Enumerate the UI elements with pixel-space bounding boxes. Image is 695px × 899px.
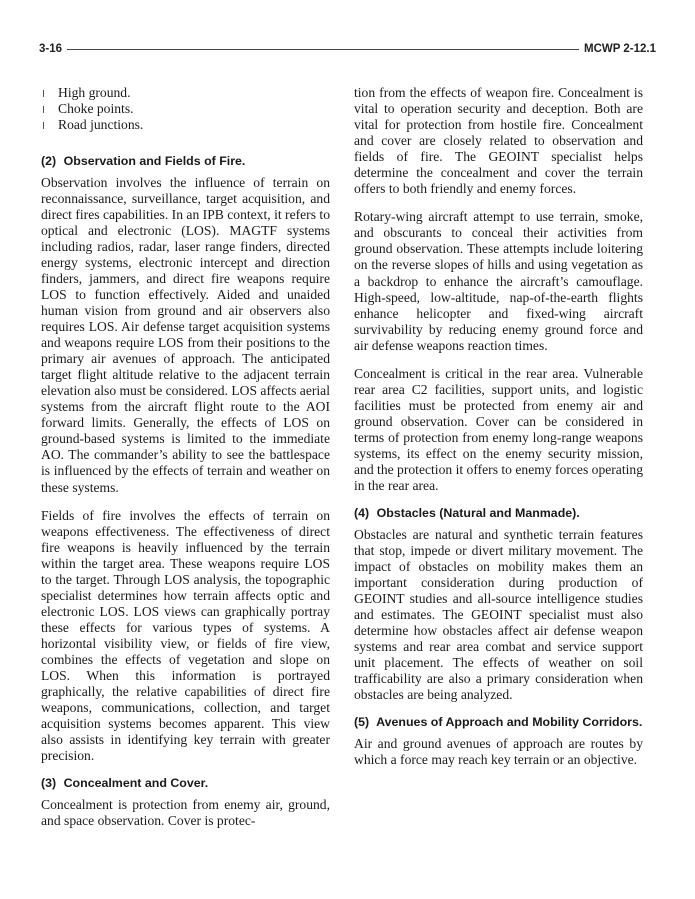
paragraph: tion from the effects of weapon fire. Concealment is vital to operation security and deception. Both are vital for protection from hostile fire. Concealment and cover are closely related to observation and fields of fire. The GEOINT specialist helps determine the concealment and cover the terrain offers to both friendly and enemy forces. [354, 85, 643, 197]
right-column [354, 85, 643, 780]
page-number: 3-16 [39, 43, 63, 55]
list-item: Choke points. [41, 101, 330, 117]
list-item: Road junctions. [41, 117, 330, 133]
publication-id: MCWP 2-12.1 [583, 43, 656, 55]
paragraph: Observation involves the influence of terrain on reconnaissance, surveillance, target acquisition, and direct fires capabilities. In an IPB context, it refers to optical and electronic (LOS). MAGTF systems including radios, radar, laser range finders, directed energy systems, electronic intercept and direction finders, jammers, and direct fire weapons require LOS to function effectively. Aided and unaided human vision from ground and air observers also requires LOS. Air defense target acquisition systems and weapons require LOS from their positions to the primary air avenues of approach. The anticipated target flight altitude relative to the adjacent terrain elevation also must be considered. LOS affects aerial systems from the aircraft flight route to the AOI forward limits. Generally, the effects of LOS on ground-based systems is limited to the immediate AO. The commander’s ability to see the battlespace is influenced by the effects of terrain and weather on these systems. [41, 174, 330, 495]
list-item: High ground. [41, 85, 330, 101]
section-heading-obstacles: (4) Obstacles (Natural and Manmade). [354, 506, 580, 521]
paragraph: Rotary-wing aircraft attempt to use terrain, smoke, and obscurants to conceal their activities from ground observation. These attempts include loitering on the reverse slopes of hills and using vegetation as a backdrop to enhance the aircraft’s camouflage. High-speed, low-altitude, nap-of-the-earth flights enhance helicopter and fixed-wing aircraft survivability by reducing enemy ground force and air defense weapons reaction times. [354, 209, 643, 353]
page-header [39, 42, 656, 56]
section-heading-avenues: (5) Avenues of Approach and Mobility Corridors. [354, 715, 643, 730]
bullet-icon [43, 122, 44, 129]
left-column [41, 85, 330, 841]
section-heading-concealment: (3) Concealment and Cover. [41, 776, 209, 791]
paragraph: Fields of fire involves the effects of terrain on weapons effectiveness. The effectiveness of direct fire weapons is heavily influenced by the terrain within the target area. These weapons require LOS to the target. Through LOS analysis, the topographic specialist determines how terrain affects optic and electronic LOS. LOS views can graphically portray these effects for various types of systems. A horizontal visibility view, or fields of fire view, combines the effects of vegetation and slope on LOS. When this information is portrayed graphically, the relative capabilities of direct fire weapons, communications, collection, and target acquisition systems becomes apparent. This view also assists in identifying key terrain with greater precision. [41, 507, 330, 764]
paragraph: Air and ground avenues of approach are routes by which a force may reach key terrain or an objective. [354, 735, 643, 767]
paragraph: Concealment is critical in the rear area. Vulnerable rear area C2 facilities, support units, and logistic facilities must be protected from enemy air and ground observation. Cover can be considered in terms of protection from enemy long-range weapons systems, its effect on the enemy security mission, and the protection it offers to enemy forces operating in the rear area. [354, 365, 643, 494]
section-heading-observation: (2) Observation and Fields of Fire. [41, 154, 246, 169]
paragraph: Obstacles are natural and synthetic terrain features that stop, impede or divert military movement. The impact of obstacles on mobility makes them an important consideration during production of GEOINT studies and all-source intelligence studies and estimates. The GEOINT specialist must also determine how obstacles affect air defense weapon systems and rear area combat and service support unit placement. The effects of weather on soil trafficability are also a primary consideration when obstacles are being analyzed. [354, 526, 643, 703]
bullet-icon [43, 106, 44, 113]
header-rule [67, 49, 579, 50]
bullet-list [41, 85, 330, 133]
paragraph: Concealment is protection from enemy air, ground, and space observation. Cover is protec- [41, 796, 330, 828]
bullet-icon [43, 90, 44, 97]
